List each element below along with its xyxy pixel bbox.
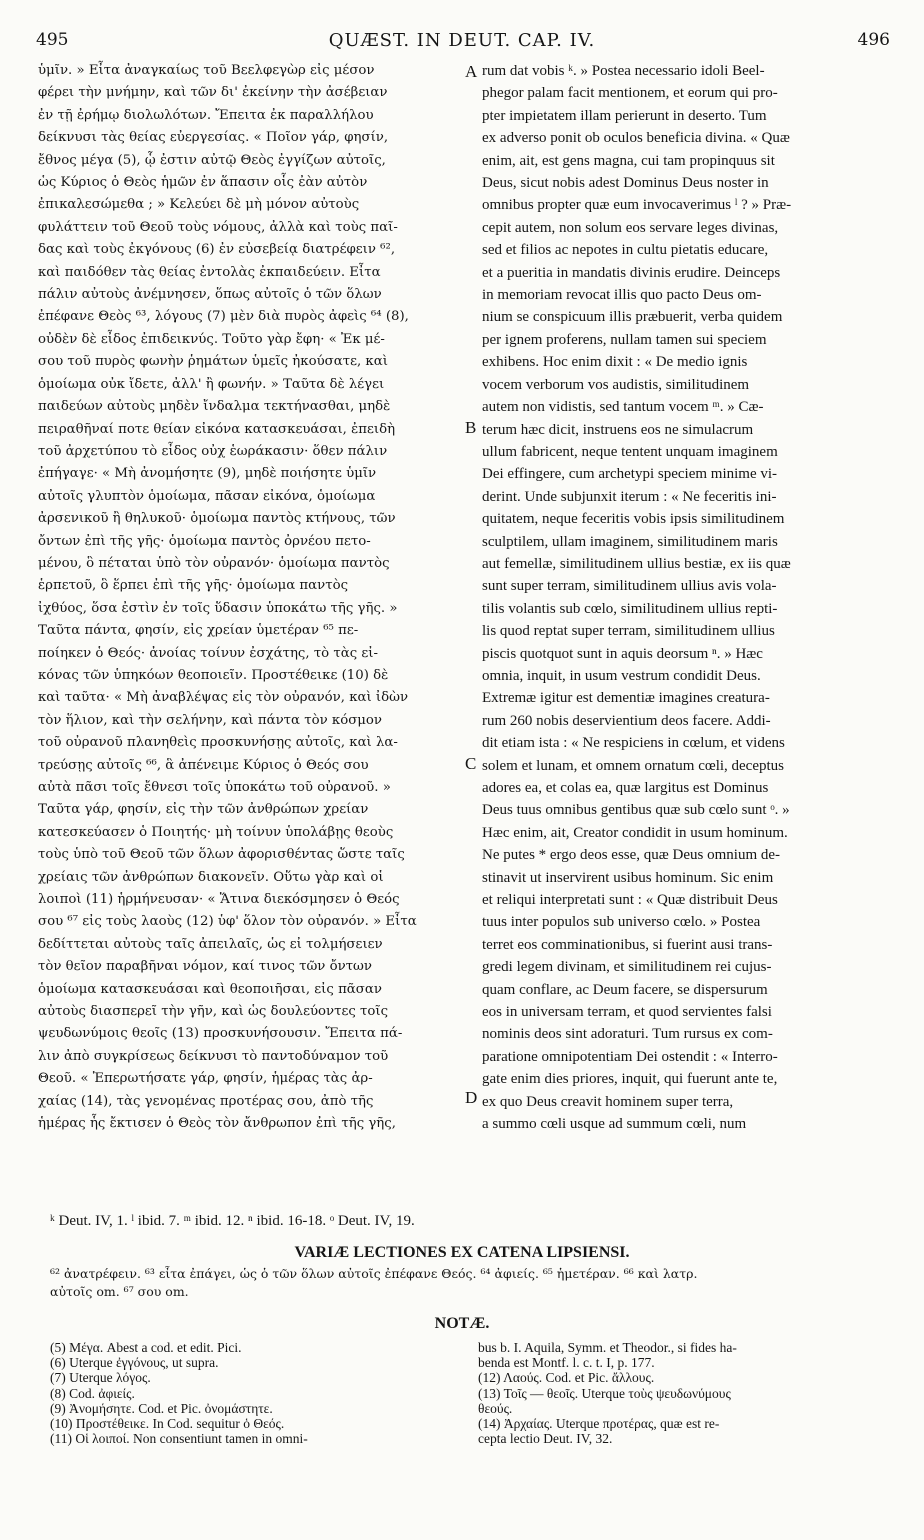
scripture-references: ᵏ Deut. IV, 1. ˡ ibid. 7. ᵐ ibid. 12. ⁿ ibid. 16-18. ᵒ Deut. IV, 19.	[50, 1213, 415, 1229]
greek-text-line: πειραθῆναί ποτε θείαν εἰκόνα κατασκευάσαι, ἐπειδὴ	[38, 421, 396, 437]
running-title: QUÆST. IN DEUT. CAP. IV.	[328, 30, 596, 51]
margin-letter-b: B	[465, 418, 477, 437]
note-line: (10) Προστέθεικε. In Cod. sequitur ὁ Θεός.	[50, 1416, 285, 1432]
greek-text-line: ἐπικαλεσώμεθα ; » Κελεύει δὲ μὴ μόνον αὐτοὺς	[38, 197, 360, 213]
greek-text-line: καὶ ταῦτα· « Μὴ ἀναβλέψας εἰς τὸν οὐρανόν, καὶ ἰδὼν	[38, 690, 409, 706]
greek-text-line: δεδίττεται αὐτοὺς ταῖς ἀπειλαῖς, ὡς εἰ τολμήσειεν	[38, 936, 383, 952]
page-number-right: 496	[857, 30, 890, 50]
latin-text-line: tilis volantis sub cœlo, similitudinem ullius repti-	[482, 600, 778, 617]
greek-text-line: χρείαις τῶν ἀνθρώπων διακονεῖν. Οὕτω γὰρ καὶ οἱ	[38, 869, 384, 885]
greek-text-line: ἐπέφανε Θεὸς ⁶³, λόγους (7) μὲν διὰ πυρὸς ἀφεὶς ⁶⁴ (8),	[38, 309, 409, 325]
greek-text-line: ἑρπετοῦ, ὃ ἕρπει ἐπὶ τῆς γῆς· ὁμοίωμα παντὸς	[38, 578, 349, 594]
latin-text-line: quitatem, neque feceritis vobis ipsis similitudinem	[482, 511, 785, 528]
greek-text-line: σου ⁶⁷ εἰς τοὺς λαοὺς (12) ὑφ' ὅλον τὸν οὐρανόν. » Εἶτα	[38, 914, 417, 930]
latin-text-line: Extremæ igitur est dementiæ imagines creatura-	[482, 690, 770, 707]
greek-column	[38, 60, 462, 1208]
notae-left-column	[50, 1340, 444, 1446]
greek-text-line: τοῦ οὐρανοῦ πλανηθεὶς προσκυνήσῃς αὐτοῖς, καὶ λα-	[38, 735, 398, 751]
latin-text-line: piscis quotquot sunt in aquis deorsum ⁿ. » Hæc	[482, 645, 763, 662]
latin-text-line: gredi legem divinam, et similitudinem rei cujus-	[482, 959, 772, 976]
latin-text-line: terum hæc dicit, instruens eos ne simulacrum	[482, 421, 754, 438]
greek-text-line: ψευδωνύμοις θεοῖς (13) προσκυνήσουσιν. Ἔπειτα πά-	[38, 1026, 403, 1042]
greek-text-line: αὐτοῖς γλυπτὸν ὁμοίωμα, πᾶσαν εἰκόνα, ὁμοίωμα	[38, 488, 376, 504]
latin-text-line: a summo cœli usque ad summum cœli, num	[482, 1116, 747, 1133]
latin-text-line: omnibus propter quæ eum invocaverimus ˡ ? » Præ-	[482, 197, 792, 214]
greek-text-line: δας καὶ τοὺς ἐκγόνους (6) ἐν εὐσεβείᾳ διατρέφειν ⁶²,	[38, 242, 396, 258]
latin-text-line: rum dat vobis ᵏ. » Postea necessario idoli Beel-	[482, 63, 765, 79]
note-line: (5) Μέγα. Abest a cod. et edit. Pici.	[50, 1340, 242, 1355]
note-line: (12) Λαούς. Cod. et Pic. ἄλλους.	[478, 1370, 655, 1386]
latin-text-line: dit etiam ista : « Ne respiciens in cœlum, et videns	[482, 735, 785, 752]
latin-text-line: Hæc enim, ait, Creator condidit in usum hominum.	[482, 824, 788, 841]
greek-text-line: κατεσκεύασεν ὁ Ποιητής· μὴ τοίνυν ὑπολάβῃς θεοὺς	[38, 824, 394, 840]
greek-text-line: τὸν θεῖον παραβῆναι νόμον, καί τινος τῶν ὄντων	[38, 959, 372, 975]
notae-title: NOTÆ.	[434, 1315, 490, 1332]
greek-text-line: ὑμῖν. » Εἶτα ἀναγκαίως τοῦ Βεελφεγὼρ εἰς μέσον	[38, 63, 375, 78]
greek-text-line: τὸν ἥλιον, καὶ τὴν σελήνην, καὶ πάντα τὸν κόσμον	[38, 712, 383, 728]
latin-text-line: paratione omnipotentiam Dei ostendit : « Interro-	[482, 1048, 778, 1065]
notae-right-column	[478, 1340, 890, 1446]
greek-text-line: φυλάττειν τοῦ Θεοῦ τοὺς νόμους, ἀλλὰ καὶ τοὺς παῖ-	[38, 219, 398, 235]
latin-text-line: eos in universam terram, et quod servientes falsi	[482, 1004, 772, 1021]
greek-text-line: σου τοῦ πυρὸς φωνὴν ῥημάτων ὑμεῖς ἠκούσατε, καὶ	[38, 354, 388, 370]
latin-text-line: Ne putes * ergo deos esse, quæ Deus omnium de-	[482, 847, 781, 864]
latin-text-line: gate enim dies priores, inquit, qui fuerunt ante te,	[482, 1071, 778, 1088]
margin-letter-c: C	[465, 754, 477, 773]
latin-text-line: nium se conspicuum illis præbuerit, verba quidem	[482, 309, 783, 326]
latin-text-line: ullum fabricent, neque tentent unquam imaginem	[482, 443, 778, 460]
note-line: bus b. I. Aquila, Symm. et Theodor., si fides ha-	[478, 1340, 737, 1355]
greek-text-line: ἰχθύος, ὅσα ἐστὶν ἐν τοῖς ὕδασιν ὑποκάτω τῆς γῆς. »	[38, 600, 398, 616]
latin-column	[482, 60, 890, 1208]
latin-text-line: derint. Unde subjunxit iterum : « Ne feceritis ini-	[482, 488, 777, 505]
latin-text-line: et reliqui interpretati sunt : « Quæ distribuit Deus	[482, 892, 778, 909]
note-line: θεούς.	[478, 1400, 513, 1416]
greek-text-line: Ταῦτα γάρ, φησίν, εἰς τὴν τῶν ἀνθρώπων χρείαν	[38, 802, 369, 818]
latin-text-line: cepit autem, non solum eos servare leges divinas,	[482, 219, 779, 236]
greek-text-line: κόνας τῶν ὑπηκόων θεοποιεῖν. Προστέθεικε (10) δὲ	[38, 667, 389, 683]
latin-text-line: ex quo Deus creavit hominem super terra,	[482, 1093, 734, 1110]
greek-text-line: μένου, ὃ πέταται ὑπὸ τὸν οὐρανόν· ὁμοίωμα παντὸς	[38, 555, 390, 571]
greek-text-line: τρεύσῃς αὐτοῖς ⁶⁶, ἃ ἀπένειμε Κύριος ὁ Θεός σου	[38, 757, 369, 773]
variae-line: ⁶² ἀνατρέφειν. ⁶³ εἶτα ἐπάγει, ὡς ὁ τῶν ὅλων αὐτοῖς ἐπέφανε Θεός. ⁶⁴ ἀφιείς. ⁶⁵ ἡμετέραν. ⁶⁶ καὶ λατρ.	[50, 1266, 698, 1281]
greek-text-line: ὁμοίωμα κατασκευάσαι καὶ θεοποιῆσαι, εἰς πᾶσαν	[38, 981, 382, 997]
greek-text-line: πάλιν αὐτοὺς ἀνέμνησεν, ὅπως αὐτοῖς ὁ τῶν ὅλων	[38, 287, 382, 303]
latin-text-line: Deus, sicut nobis adest Dominus Deus noster in	[482, 175, 769, 192]
latin-text-line: enim, ait, est gens magna, cui tam propinquus sit	[482, 152, 775, 169]
latin-text-line: per ignem proferens, nullam tamen sui speciem	[482, 331, 767, 348]
note-line: (14) Ἀρχαίας. Uterque προτέρας, quæ est re-	[478, 1416, 720, 1432]
note-line: (9) Ἀνομήσητε. Cod. et Pic. ὀνομάστητε.	[50, 1400, 273, 1416]
latin-text-line: terret eos comminationibus, si fuerint ausi trans-	[482, 936, 773, 953]
latin-text-line: sculptilem, ullam imaginem, similitudinem maris	[482, 533, 778, 550]
greek-text-line: ἀρσενικοῦ ἢ θηλυκοῦ· ὁμοίωμα παντὸς κτήνους, τῶν	[38, 511, 396, 527]
latin-text-line: quam conflare, ac Deum facere, se dispersurum	[482, 981, 768, 998]
greek-text-line: λοιποὶ (11) ἡρμήνευσαν· « Ἅτινα διεκόσμησεν ὁ Θεός	[38, 892, 400, 908]
latin-text-line: sunt super terram, similitudinem ullius avis vola-	[482, 578, 777, 595]
latin-text-line: ex adverso ponit ob oculos beneficia divina. « Quæ	[482, 130, 790, 147]
latin-text-line: nominis deos sint adoraturi. Tum rursus ex com-	[482, 1026, 773, 1043]
greek-text-line: τοῦ ἀρχετύπου τὸ εἶδος οὐχ ἑωράκασιν· ὅθεν πάλιν	[38, 443, 388, 459]
latin-text-line: rum 260 nobis deservientium deos facere. Addi-	[482, 712, 771, 729]
note-line: (11) Οἱ λοιποί. Non consentiunt tamen in omni-	[50, 1431, 308, 1447]
note-line: cepta lectio Deut. IV, 32.	[478, 1431, 613, 1447]
latin-text-line: vocem verborum vos audistis, similitudinem	[482, 376, 750, 393]
greek-text-line: χαίας (14), τὰς γενομένας προτέρας σου, ἀπὸ τῆς	[38, 1093, 374, 1109]
greek-text-line: ἐν τῇ ἐρήμῳ διολωλότων. Ἔπειτα ἐκ παραλλήλου	[38, 107, 374, 123]
greek-text-line: ποίηκεν ὁ Θεός· ἀνοίας τοίνυν ἐσχάτης, τὸ τὰς εἰ-	[38, 645, 379, 661]
greek-text-line: Ταῦτα πάντα, φησίν, εἰς χρείαν ὑμετέραν ⁶⁵ πε-	[38, 623, 359, 639]
greek-text-line: αὐτὰ πᾶσι τοῖς ἔθνεσι τοῖς ὑποκάτω τοῦ οὐρανοῦ. »	[38, 780, 391, 795]
greek-text-line: δείκνυσι τὰς θείας εὐεργεσίας. « Ποῖον γάρ, φησίν,	[38, 130, 389, 146]
latin-text-line: solem et lunam, et omnem ornatum cœli, deceptus	[482, 757, 785, 774]
latin-text-line: autem non vidistis, sed tantum vocem ᵐ. » Cæ-	[482, 399, 764, 416]
latin-text-line: pter impietatem illam perierunt in deserto. Tum	[482, 107, 767, 124]
latin-text-line: Dei effingere, cum archetypi speciem minime vi-	[482, 466, 778, 483]
greek-text-line: ἐπήγαγε· « Μὴ ἀνομήσητε (9), μηδὲ ποιήσητε ὑμῖν	[38, 466, 377, 482]
greek-text-line: ὁμοίωμα οὐκ ἴδετε, ἀλλ' ἢ φωνήν. » Ταῦτα δὲ λέγει	[38, 376, 385, 392]
greek-text-line: παιδεύων αὐτοὺς μηδὲν ἴνδαλμα τεκτήνασθαι, μηδὲ	[38, 399, 391, 415]
page-number-left: 495	[36, 30, 69, 50]
latin-text-line: exhibens. Hoc enim dixit : « De medio ignis	[482, 354, 748, 371]
greek-text-line: καὶ παιδόθεν τὰς θείας ἐντολὰς ἐκπαιδεύειν. Εἶτα	[38, 264, 381, 280]
greek-text-line: ἡμέρας ἧς ἔκτισεν ὁ Θεὸς τὸν ἄνθρωπον ἐπὶ τῆς γῆς,	[38, 1116, 396, 1132]
latin-text-line: stinavit ut inservirent usibus hominum. Sic enim	[482, 869, 774, 886]
greek-text-line: λιν ἀπὸ συγκρίσεως δείκνυσι τὸ παντοδύναμον τοῦ	[38, 1048, 389, 1064]
note-line: (13) Τοῖς — θεοῖς. Uterque τοὺς ψευδωνύμους	[478, 1385, 731, 1401]
variae-line: αὐτοῖς om. ⁶⁷ σου om.	[50, 1284, 189, 1299]
note-line: (6) Uterque ἐγγόνους, ut supra.	[50, 1355, 219, 1371]
latin-text-line: aut femellæ, similitudinem ullius bestiæ, ex iis quæ	[482, 555, 791, 572]
latin-text-line: omnia, inquit, in usum vestrum condidit Deus.	[482, 667, 761, 684]
latin-text-line: phegor palam facit mentionem, et eorum qui pro-	[482, 85, 778, 102]
note-line: (7) Uterque λόγος.	[50, 1370, 151, 1386]
latin-text-line: lis quod reptat super terram, similitudinem ullius	[482, 623, 775, 640]
variae-lectiones-title: VARIÆ LECTIONES EX CATENA LIPSIENSI.	[294, 1244, 630, 1261]
latin-text-line: et a pueritia in mandatis divinis erudire. Deinceps	[482, 264, 781, 281]
note-line: (8) Cod. ἀφιείς.	[50, 1385, 135, 1401]
greek-text-line: οὐδὲν δὲ εἶδος ἐπιδεικνύς. Τοῦτο γὰρ ἔφη· « Ἐκ μέ-	[38, 331, 385, 347]
greek-text-line: Θεοῦ. « Ἐπερωτήσατε γάρ, φησίν, ἡμέρας τὰς ἀρ-	[38, 1071, 373, 1087]
running-header	[0, 30, 924, 58]
greek-text-line: ὡς Κύριος ὁ Θεὸς ἡμῶν ἐν ἅπασιν οἷς ἐὰν αὐτὸν	[38, 175, 368, 191]
greek-text-line: φέρει τὴν μνήμην, καὶ τῶν δι' ἐκείνην τὴν ἀσέβειαν	[38, 85, 388, 101]
latin-text-line: Deus tuus omnibus gentibus quæ sub cœlo sunt ᵒ. »	[482, 802, 790, 819]
greek-text-line: ἔθνος μέγα (5), ᾧ ἐστιν αὐτῷ Θεὸς ἐγγίζων αὐτοῖς,	[38, 152, 386, 168]
greek-text-line: τοὺς ὑπὸ τοῦ Θεοῦ τῶν ὅλων ἀφορισθέντας ὥστε ταῖς	[38, 847, 405, 863]
latin-text-line: tuus inter populos sub universo cœlo. » Postea	[482, 914, 761, 931]
note-line: benda est Montf. l. c. t. I, p. 177.	[478, 1355, 655, 1371]
margin-letter-a: A	[465, 62, 478, 81]
greek-text-line: ὄντων ἐπὶ τῆς γῆς· ὁμοίωμα παντὸς ὀρνέου πετο-	[38, 533, 371, 549]
greek-text-line: αὐτοὺς διασπερεῖ τὴν γῆν, καὶ ὡς δουλεύοντες τοῖς	[38, 1004, 389, 1020]
latin-text-line: in memoriam revocat illis quo pacto Deus om-	[482, 287, 762, 304]
latin-text-line: sed et filios ac nepotes in cultu pietatis educare,	[482, 242, 769, 259]
latin-text-line: adores ea, et colas ea, quæ largitus est Dominus	[482, 780, 769, 796]
margin-letter-d: D	[465, 1088, 478, 1107]
